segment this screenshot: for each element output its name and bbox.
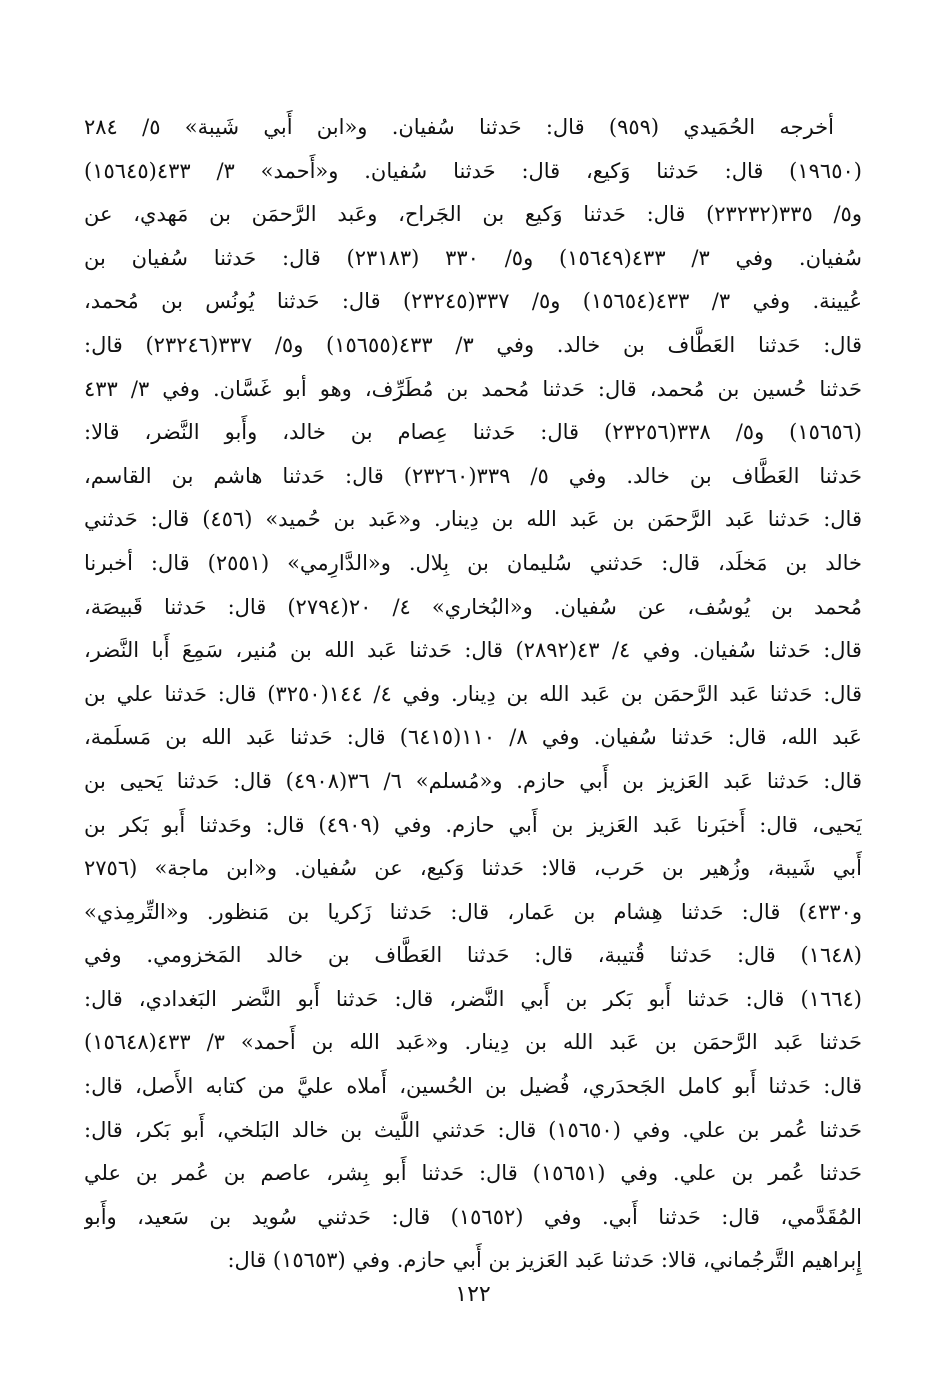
text-line: قال: حَدثنا عَبد العَزيز بن أَبي حازم. و«مُسلم» ٦/ ٣٦(٤٩٠٨) قال: حَدثنا يَحيى بن: [84, 768, 862, 793]
page-number: ١٢٢: [455, 1282, 491, 1307]
hadith-takhrij-paragraph: [84, 106, 862, 1283]
text-line: يَحيى، قال: أَخبَرنا عَبد العَزيز بن أَبي حازم. وفي (٤٩٠٩) قال: وحَدثنا أَبو بَكر بن: [84, 812, 862, 837]
text-line: خالد بن مَخلَد، قال: حَدثني سُليمان بن بِلال. و«الدَّارِمي» (٢٥٥١) قال: أخبرنا: [84, 550, 862, 575]
text-line: حَدثنا عَبد الرَّحمَن بن عَبد الله بن دِينار. و«عَبد الله بن أَحمد» ٣/ ٤٣٣(١٥٦٤٨): [84, 1030, 862, 1055]
text-line: سُفيان. وفي ٣/ ٤٣٣(١٥٦٤٩) و٥/ ٣٣٠ (٢٣١٨٣) قال: حَدثنا سُفيان بن: [84, 245, 862, 270]
text-line: إِبراهيم التَّرجُماني، قالا: حَدثنا عَبد العَزيز بن أَبي حازم. وفي (١٥٦٥٣) قال:: [227, 1248, 862, 1273]
text-line: (١٦٤٨) قال: حَدثنا قُتيبة، قال: حَدثنا العَطَّاف بن خالد المَخزومي. وفي: [84, 943, 862, 968]
text-line: أخرجه الحُمَيدي (٩٥٩) قال: حَدثنا سُفيان. و«ابن أَبي شَيبة» ٥/ ٢٨٤: [84, 115, 834, 139]
text-line: عُيينة. وفي ٣/ ٤٣٣(١٥٦٥٤) و٥/ ٣٣٧(٢٣٢٤٥) قال: حَدثنا يُونُس بن مُحمد،: [84, 289, 862, 314]
text-line: حَدثنا العَطَّاف بن خالد. وفي ٥/ ٣٣٩(٢٣٢٦٠) قال: حَدثنا هاشم بن القاسم،: [84, 463, 862, 488]
text-line: و٤٣٣٠) قال: حَدثنا هِشام بن عَمار، قال: حَدثنا زَكريا بن مَنظور. و«التِّرمِذي»: [84, 899, 862, 924]
text-line: عَبد الله، قال: حَدثنا سُفيان. وفي ٨/ ١١٠(٦٤١٥) قال: حَدثنا عَبد الله بن مَسلَمة،: [84, 725, 862, 750]
text-line: أَبي شَيبة، وزُهير بن حَرب، قالا: حَدثنا وَكيع، عن سُفيان. و«ابن ماجة» (٢٧٥٦: [84, 856, 862, 881]
text-line: المُقَدَّمي، قال: حَدثنا أَبي. وفي (١٥٦٥٢) قال: حَدثني سُويد بن سَعيد، وأَبو: [84, 1204, 862, 1229]
text-line: قال: حَدثنا العَطَّاف بن خالد. وفي ٣/ ٤٣٣(١٥٦٥٥) و٥/ ٣٣٧(٢٣٢٤٦) قال:: [84, 332, 862, 357]
text-line: (١٦٦٤) قال: حَدثنا أَبو بَكر بن أَبي النَّضر، قال: حَدثنا أَبو النَّضر البَغدادي، قال:: [84, 986, 862, 1011]
text-line: (١٩٦٥٠) قال: حَدثنا وَكيع، قال: حَدثنا سُفيان. و«أَحمد» ٣/ ٤٣٣(١٥٦٤٥): [84, 158, 862, 183]
text-line: حَدثنا حُسين بن مُحمد، قال: حَدثنا مُحمد بن مُطَرِّف، وهو أبو غَسَّان. وفي ٣/ ٤٣٣: [84, 376, 862, 401]
text-line: حَدثنا عُمر بن علي. وفي (١٥٦٥١) قال: حَدثنا أَبو بِشر، عاصم بن عُمر بن علي: [84, 1161, 862, 1186]
text-line: (١٥٦٥٦) و٥/ ٣٣٨(٢٣٢٥٦) قال: حَدثنا عِصام بن خالد، وأَبو النَّضر، قالا:: [84, 420, 862, 445]
text-line: قال: حَدثنا عَبد الرَّحمَن بن عَبد الله بن دِينار. وفي ٤/ ١٤٤(٣٢٥٠) قال: حَدثنا علي بن: [84, 681, 862, 706]
text-line: مُحمد بن يُوسُف، عن سُفيان. و«البُخاري» ٤/ ٢٠(٢٧٩٤) قال: حَدثنا قَبيصَة،: [84, 594, 862, 619]
text-line: حَدثنا عُمر بن علي. وفي (١٥٦٥٠) قال: حَدثني اللَّيث بن خالد البَلخي، أَبو بَكر، قال:: [84, 1117, 862, 1142]
text-line: قال: حَدثنا أَبو كامل الجَحدَري، فُضيل بن الحُسين، أَملاه عليَّ من كتابه الأَصل، قال:: [84, 1074, 862, 1099]
text-line: قال: حَدثنا سُفيان. وفي ٤/ ٤٣(٢٨٩٢) قال: حَدثنا عَبد الله بن مُنير، سَمِعَ أَبا النَّضر،: [84, 638, 862, 663]
text-line: قال: حَدثنا عَبد الرَّحمَن بن عَبد الله بن دِينار. و«عَبد بن حُميد» (٤٥٦) قال: حَدثني: [84, 507, 862, 532]
text-line: و٥/ ٣٣٥(٢٣٢٣٢) قال: حَدثنا وَكيع بن الجَراح، وعَبد الرَّحمَن بن مَهدي، عن: [84, 202, 862, 227]
